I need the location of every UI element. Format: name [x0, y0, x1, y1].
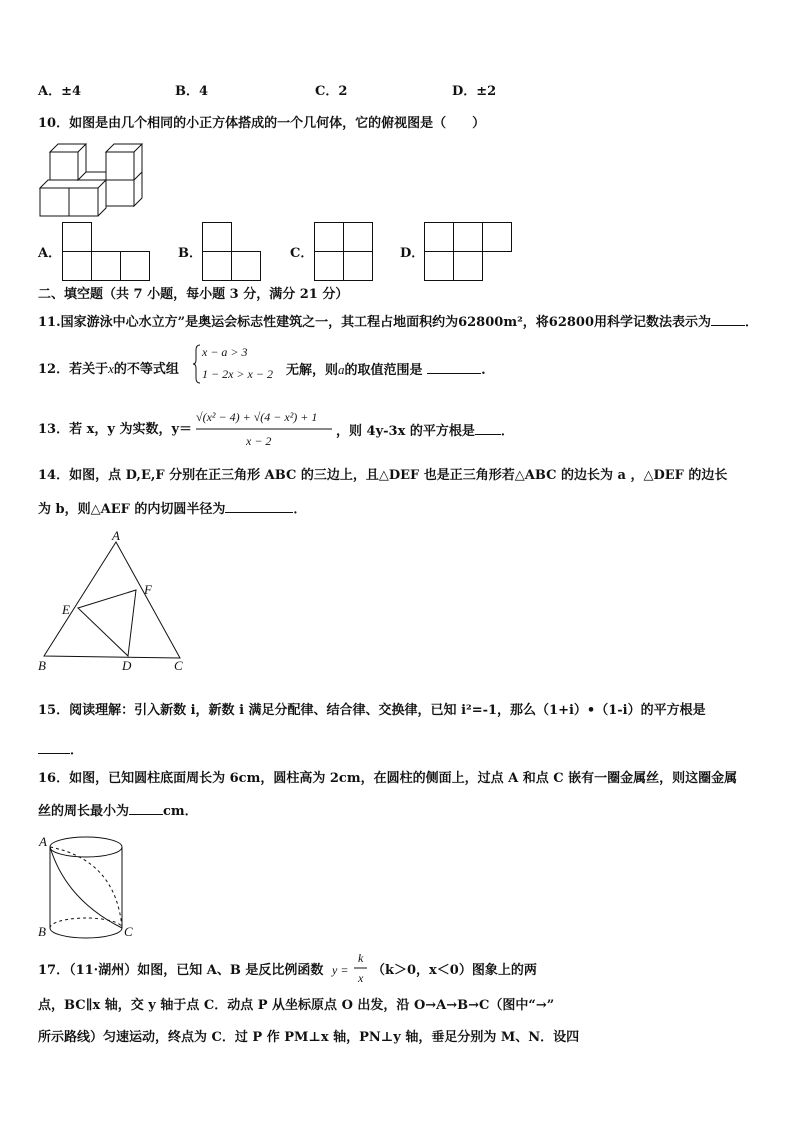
q9-option-c	[315, 84, 347, 100]
q12-prefix	[38, 361, 179, 378]
q15-line2	[38, 741, 83, 759]
q17-cond: （k＞0，x＜0）图象上的两	[372, 963, 537, 978]
q11-stem: 11.国家游泳中心水立方”是奥运会标志性建筑之一，其工程占地面积约为62800m²，将62800用科学记数法表示为	[38, 315, 711, 330]
answer-blank	[129, 802, 163, 815]
q16-line2-text: 丝的周长最小为	[38, 804, 130, 819]
q9-option-a	[38, 84, 81, 100]
q14-end: ．	[293, 502, 307, 517]
q13-suffix	[336, 422, 514, 440]
q11-end: ．	[745, 315, 759, 330]
q17-func-y: y =	[332, 963, 349, 977]
q9-option-b	[175, 84, 208, 100]
option-letter: C．	[315, 84, 339, 99]
q13-numerator: √(x² − 4) + √(4 − x²) + 1	[196, 410, 318, 424]
label-b: B	[38, 924, 46, 939]
label-f: F	[144, 582, 152, 597]
q17-func-den: x	[358, 971, 364, 985]
answer-blank	[225, 500, 293, 513]
q12-var-x: x	[108, 361, 114, 376]
q12-prefix-text: 12．若关于	[38, 362, 109, 377]
q16-line2	[38, 802, 198, 820]
q14-line2-text: 为 b，则△AEF 的内切圆半径为	[38, 502, 226, 517]
answer-blank	[475, 422, 501, 435]
option-letter: D．	[452, 84, 477, 99]
answer-blank	[38, 741, 70, 754]
q12-suffix2-text: 的取值范围是	[344, 363, 423, 378]
q12-suffix	[286, 361, 486, 379]
q17-func-num: k	[358, 951, 364, 965]
option-text: 4	[199, 84, 209, 99]
q17-fraction-bar	[354, 967, 368, 969]
q10-option-d-figure	[424, 222, 516, 282]
q12-inequality-1: x − a > 3	[202, 345, 248, 359]
q13-fraction-bar	[196, 428, 336, 430]
q11-text	[38, 313, 758, 331]
section-heading: 二、填空题（共 7 小题，每小题 3 分，满分 21 分）	[38, 287, 349, 302]
q9-option-d	[452, 84, 496, 100]
q10-stem: 10．如图是由几个相同的小正方体搭成的一个几何体，它的俯视图是（ ）	[38, 116, 486, 131]
q13-suffix-text: ，则 4y-3x 的平方根是	[336, 424, 475, 439]
q13-prefix: 13．若 x，y 为实数，y＝	[38, 422, 193, 437]
q10-option-c-label: C．	[290, 246, 314, 261]
label-b: B	[38, 658, 46, 673]
q16-line1: 16．如图，已知圆柱底面周长为 6cm，圆柱高为 2cm，在圆柱的侧面上，过点 A 和点 C 嵌有一圈金属丝，则这圈金属	[38, 771, 738, 786]
label-e: E	[62, 602, 70, 617]
q12-suffix1-text: 无解，则	[286, 363, 339, 378]
q10-option-a-label: A．	[38, 246, 62, 261]
q17-line3: 所示路线）匀速运动，终点为 C．过 P 作 PM⊥x 轴，PN⊥y 轴，垂足分别为 M、N．设四	[38, 1030, 580, 1045]
q17-line2: 点，BC∥x 轴，交 y 轴于点 C．动点 P 从坐标原点 O 出发，沿 O→A→B→C（图中“→”	[38, 998, 555, 1013]
option-text: ±2	[476, 84, 497, 99]
q16-unit: cm．	[163, 804, 198, 819]
q14-line1: 14．如图，点 D,E,F 分别在正三角形 ABC 的三边上，且△DEF 也是正三角形若△ABC 的边长为 a ，△DEF 的边长	[38, 468, 728, 483]
q16-cylinder-figure	[36, 830, 146, 940]
q14-line2	[38, 500, 306, 518]
label-d: D	[122, 658, 132, 673]
q13-end: ．	[500, 424, 514, 439]
q10-cubes-figure	[38, 140, 158, 220]
q12-brace	[192, 344, 202, 384]
q14-triangle-figure	[36, 530, 236, 680]
q12-inequality-2: 1 − 2x > x − 2	[202, 367, 273, 381]
option-letter: B．	[175, 84, 199, 99]
q12-mid-text: 的不等式组	[113, 362, 179, 377]
q15-line1: 15．阅读理解：引入新数 i，新数 i 满足分配律、结合律、交换律，已知 i²=-1，那么（1+i）•（1-i）的平方根是	[38, 703, 706, 718]
q13-denominator: x − 2	[246, 434, 272, 448]
option-text: ±4	[61, 84, 82, 99]
q12-var-a: a	[338, 362, 345, 377]
q10-option-a-figure	[62, 222, 154, 282]
q10-option-c-figure	[314, 222, 376, 282]
q12-end: .	[481, 363, 486, 378]
label-a: A	[39, 834, 47, 849]
option-text: 2	[338, 84, 348, 99]
label-c: C	[124, 924, 133, 939]
q10-option-d-label: D．	[400, 246, 425, 261]
q15-end: ．	[70, 743, 84, 758]
label-c: C	[174, 658, 183, 673]
q10-option-b-label: B．	[178, 246, 202, 261]
label-a: A	[112, 528, 120, 543]
q17-prefix: 17．（11·湖州）如图，已知 A、B 是反比例函数	[38, 963, 324, 978]
option-letter: A．	[38, 84, 62, 99]
q10-option-b-figure	[202, 222, 264, 282]
answer-blank	[711, 313, 745, 326]
answer-blank	[427, 361, 481, 374]
